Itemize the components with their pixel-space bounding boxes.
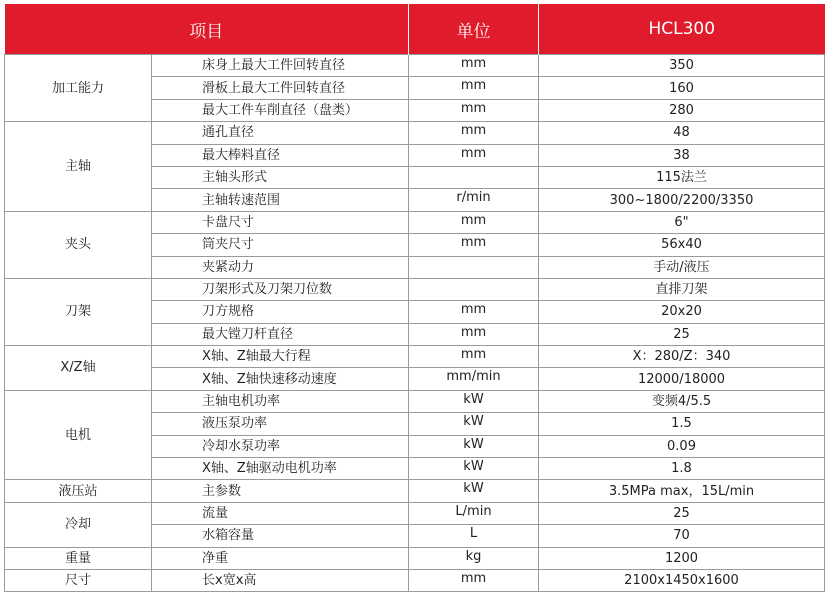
item-cell: 最大工件车削直径（盘类） (152, 99, 409, 121)
group-label: 主轴 (5, 122, 152, 212)
group-label: 夹头 (5, 211, 152, 278)
value-cell: 48 (539, 122, 825, 144)
item-cell: 液压泵功率 (152, 413, 409, 435)
group-label: 电机 (5, 390, 152, 480)
unit-cell: kW (409, 413, 539, 435)
table-row (5, 480, 825, 502)
item-cell: X轴、Z轴最大行程 (152, 346, 409, 368)
unit-cell: kW (409, 480, 539, 502)
unit-cell: kg (409, 547, 539, 569)
item-cell: 床身上最大工件回转直径 (152, 55, 409, 77)
value-cell: 160 (539, 77, 825, 99)
item-cell: 刀方规格 (152, 301, 409, 323)
unit-cell: mm (409, 211, 539, 233)
value-cell: 300~1800/2200/3350 (539, 189, 825, 211)
table-row (5, 390, 825, 412)
item-cell: X轴、Z轴驱动电机功率 (152, 458, 409, 480)
unit-cell: kW (409, 458, 539, 480)
item-cell: X轴、Z轴快速移动速度 (152, 368, 409, 390)
item-cell: 最大棒料直径 (152, 144, 409, 166)
unit-cell: kW (409, 435, 539, 457)
value-cell: 1200 (539, 547, 825, 569)
group-label: 刀架 (5, 278, 152, 345)
value-cell: 12000/18000 (539, 368, 825, 390)
item-cell: 主轴电机功率 (152, 390, 409, 412)
value-cell: 3.5MPa max，15L/min (539, 480, 825, 502)
item-cell: 主参数 (152, 480, 409, 502)
table-header-row (5, 4, 825, 55)
table-row (5, 569, 825, 591)
unit-cell: mm (409, 77, 539, 99)
unit-cell: mm (409, 144, 539, 166)
item-cell: 卡盘尺寸 (152, 211, 409, 233)
value-cell: 350 (539, 55, 825, 77)
value-cell: 115法兰 (539, 166, 825, 188)
value-cell: 变频4/5.5 (539, 390, 825, 412)
item-cell: 主轴转速范围 (152, 189, 409, 211)
item-cell: 滑板上最大工件回转直径 (152, 77, 409, 99)
table-row (5, 502, 825, 524)
value-cell: 6" (539, 211, 825, 233)
value-cell: 70 (539, 525, 825, 547)
unit-cell: mm (409, 569, 539, 591)
group-label: 重量 (5, 547, 152, 569)
value-cell: X：280/Z：340 (539, 346, 825, 368)
unit-cell: mm (409, 234, 539, 256)
unit-cell (409, 166, 539, 188)
value-cell: 25 (539, 502, 825, 524)
item-cell: 刀架形式及刀架刀位数 (152, 278, 409, 300)
unit-cell: mm (409, 323, 539, 345)
value-cell: 1.8 (539, 458, 825, 480)
value-cell: 2100x1450x1600 (539, 569, 825, 591)
item-cell: 夹紧动力 (152, 256, 409, 278)
value-cell: 直排刀架 (539, 278, 825, 300)
spec-table-body (5, 55, 825, 592)
unit-cell: mm (409, 122, 539, 144)
table-row (5, 346, 825, 368)
unit-cell: r/min (409, 189, 539, 211)
item-cell: 流量 (152, 502, 409, 524)
group-label: 尺寸 (5, 569, 152, 591)
unit-cell (409, 278, 539, 300)
unit-cell: mm (409, 346, 539, 368)
group-label: 加工能力 (5, 55, 152, 122)
table-row (5, 547, 825, 569)
unit-cell: mm (409, 99, 539, 121)
table-row (5, 211, 825, 233)
item-cell: 长x宽x高 (152, 569, 409, 591)
unit-cell: mm (409, 301, 539, 323)
item-cell: 通孔直径 (152, 122, 409, 144)
table-row (5, 278, 825, 300)
item-cell: 净重 (152, 547, 409, 569)
item-cell: 水箱容量 (152, 525, 409, 547)
item-cell: 筒夹尺寸 (152, 234, 409, 256)
value-cell: 20x20 (539, 301, 825, 323)
item-cell: 最大镗刀杆直径 (152, 323, 409, 345)
value-cell: 56x40 (539, 234, 825, 256)
table-row (5, 122, 825, 144)
value-cell: 手动/液压 (539, 256, 825, 278)
table-row (5, 55, 825, 77)
value-cell: 38 (539, 144, 825, 166)
group-label: 液压站 (5, 480, 152, 502)
header-model: HCL300 (539, 4, 825, 55)
value-cell: 280 (539, 99, 825, 121)
value-cell: 0.09 (539, 435, 825, 457)
header-item: 项目 (5, 4, 409, 55)
value-cell: 1.5 (539, 413, 825, 435)
unit-cell: mm (409, 55, 539, 77)
spec-table (4, 4, 825, 592)
unit-cell: L/min (409, 502, 539, 524)
group-label: X/Z轴 (5, 346, 152, 391)
value-cell: 25 (539, 323, 825, 345)
group-label: 冷却 (5, 502, 152, 547)
header-unit: 单位 (409, 4, 539, 55)
spec-table-container (4, 4, 824, 592)
unit-cell: kW (409, 390, 539, 412)
unit-cell: L (409, 525, 539, 547)
item-cell: 冷却水泵功率 (152, 435, 409, 457)
unit-cell (409, 256, 539, 278)
item-cell: 主轴头形式 (152, 166, 409, 188)
unit-cell: mm/min (409, 368, 539, 390)
